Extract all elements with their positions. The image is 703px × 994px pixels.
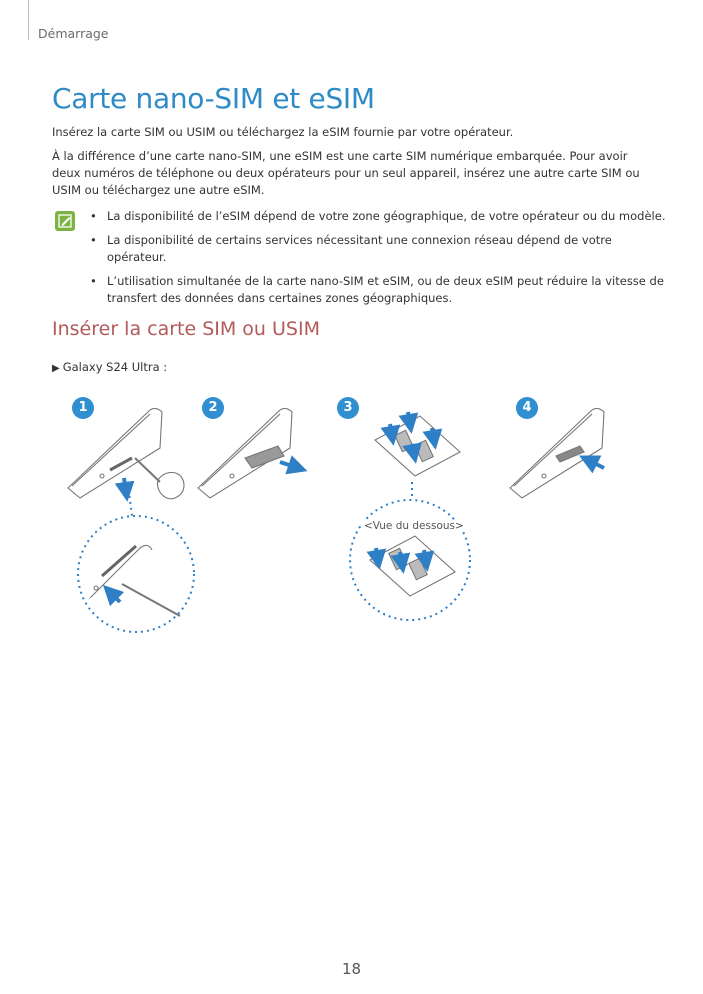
- arrow-icon: [376, 548, 378, 560]
- arrow-icon: [280, 462, 298, 468]
- intro-paragraph: Insérez la carte SIM ou USIM ou téléchargez la eSIM fournie par votre opérateur.: [52, 125, 514, 139]
- sim-insertion-figure: [40, 388, 680, 638]
- arrow-icon: [412, 444, 414, 454]
- phone-step-1-icon: [68, 408, 162, 498]
- section-tab-line: [28, 0, 29, 40]
- step-badge: 1: [72, 397, 94, 419]
- step-badge: 2: [202, 397, 224, 419]
- zoom-detail-icon: [90, 545, 180, 616]
- sim-illustration: [40, 388, 680, 638]
- arrow-icon: [390, 424, 392, 436]
- model-label: ▶ Galaxy S24 Ultra :: [52, 360, 168, 374]
- arrow-icon: [110, 592, 120, 602]
- arrow-icon: [432, 428, 434, 440]
- step-badge: 3: [337, 397, 359, 419]
- phone-step-4-icon: [510, 408, 604, 498]
- page-number: 18: [341, 960, 362, 978]
- play-arrow-icon: ▶: [52, 363, 60, 374]
- list-item: • La disponibilité de l’eSIM dépend de votre zone géographique, de votre opérateur ou du modèle.: [90, 209, 666, 223]
- section-label: Démarrage: [38, 26, 109, 41]
- phone-step-2-icon: [198, 408, 292, 498]
- bottom-view-label: <Vue du dessous>: [364, 520, 464, 532]
- sim-tray-bottom-icon: [370, 536, 455, 596]
- arrow-icon: [400, 552, 402, 564]
- arrow-icon: [588, 460, 604, 468]
- step-badge: 4: [516, 397, 538, 419]
- ejection-pin-icon: [135, 458, 184, 499]
- notes-list: [90, 208, 670, 314]
- section-subtitle: Insérer la carte SIM ou USIM: [52, 318, 320, 340]
- arrow-icon: [408, 412, 410, 424]
- list-item: • L’utilisation simultanée de la carte nano-SIM et eSIM, ou de deux eSIM peut réduire la vitesse de transfert des données dans certaines zones géographiques.: [90, 274, 664, 305]
- list-item: • La disponibilité de certains services nécessitant une connexion réseau dépend de votre opérateur.: [90, 233, 612, 264]
- note-pencil-icon: [54, 210, 76, 232]
- page-title: Carte nano-SIM et eSIM: [52, 82, 375, 115]
- zoom-circle: [350, 500, 470, 620]
- sim-tray-top-icon: [375, 416, 460, 476]
- arrow-icon: [424, 550, 426, 562]
- arrow-icon: [124, 478, 126, 492]
- esim-paragraph: À la différence d’une carte nano-SIM, une eSIM est une carte SIM numérique embarquée. Pour avoir deux numéros de téléphone ou deux opérateurs pour un seul appareil, insérez une autre carte SIM ou USIM ou téléchargez une autre eSIM.: [52, 149, 640, 197]
